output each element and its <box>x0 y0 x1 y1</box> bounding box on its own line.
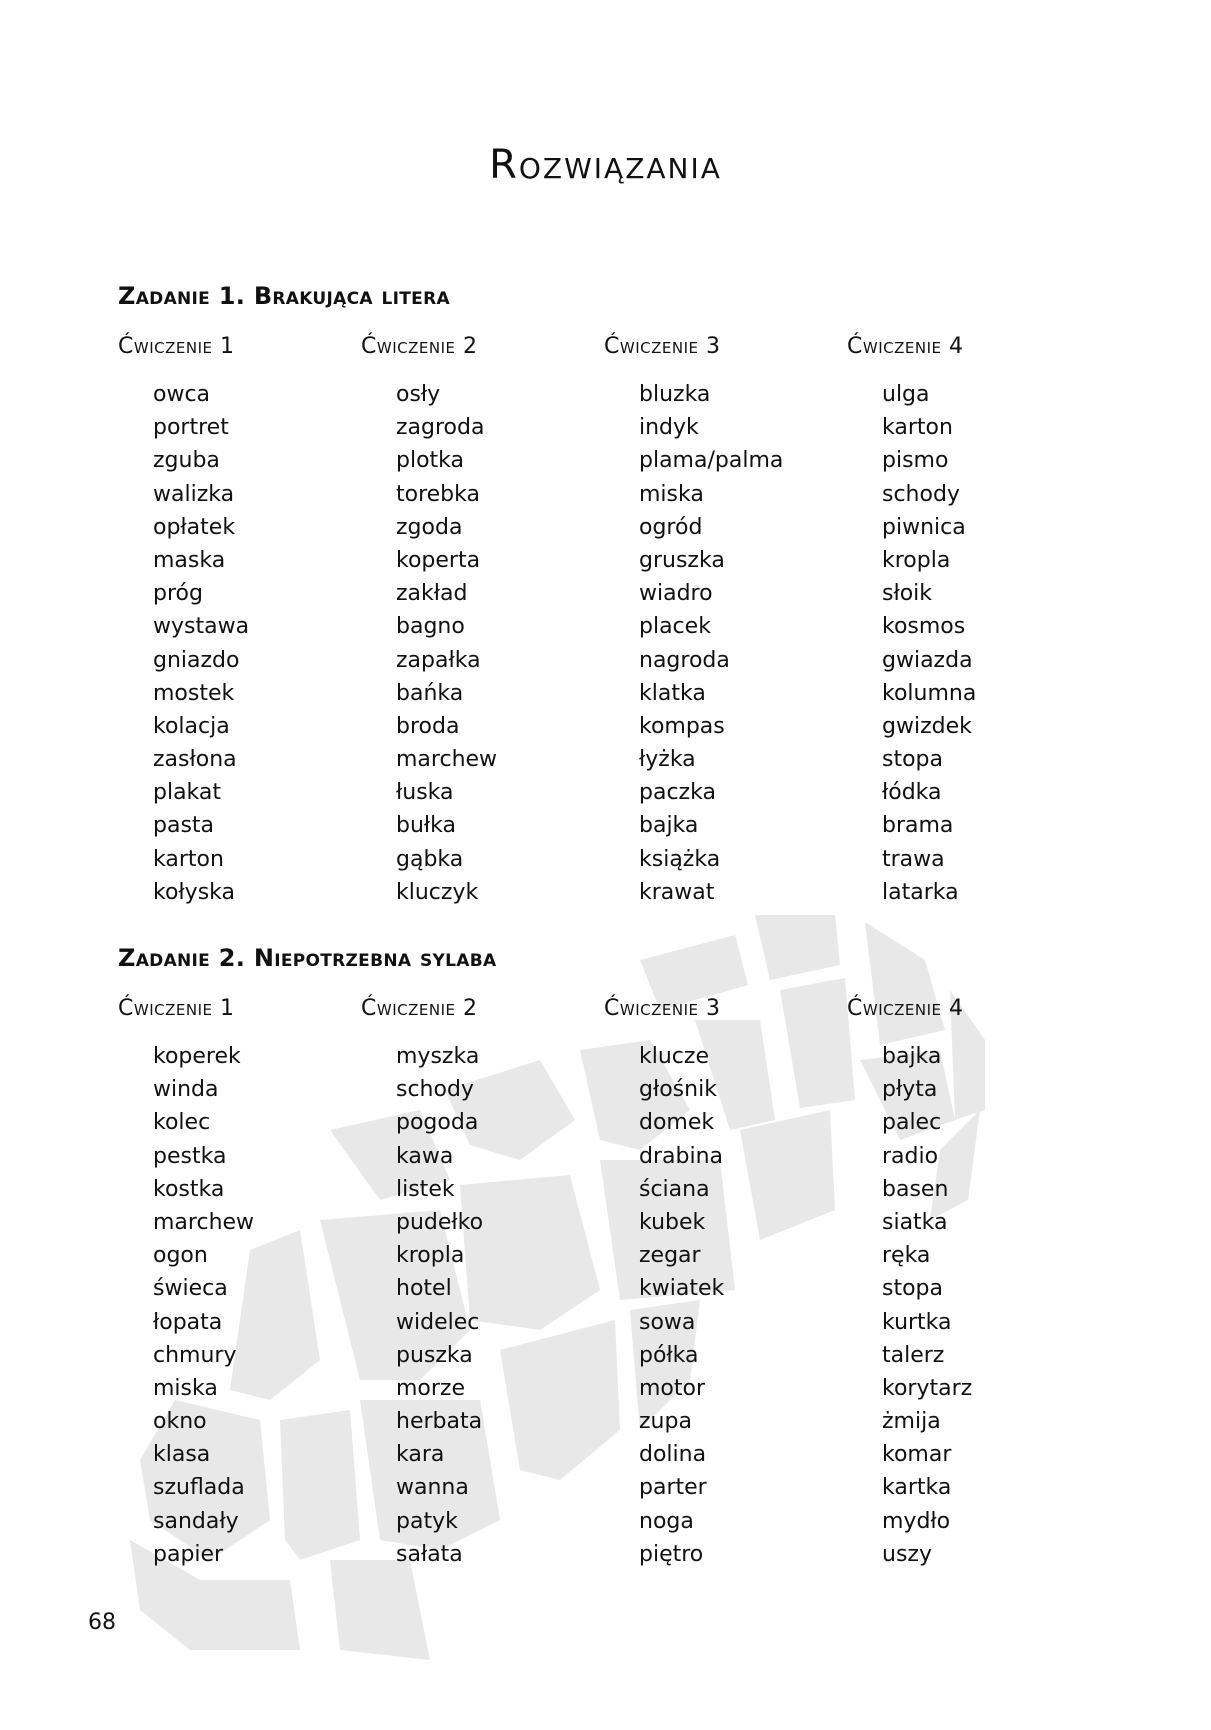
word-item: kluczyk <box>396 879 479 905</box>
word-item: osły <box>396 382 441 407</box>
word-item: stopa <box>882 1276 943 1302</box>
word-item: kolacja <box>153 713 230 739</box>
word-item: radio <box>882 1143 939 1169</box>
word-item: ściana <box>639 1176 710 1202</box>
word-item: ogród <box>639 514 703 540</box>
word-item: myszka <box>396 1044 480 1069</box>
page-title: Rozwiązania <box>489 142 722 188</box>
word-item: ogon <box>153 1243 208 1269</box>
word-item: chmury <box>153 1342 237 1368</box>
word-item: parter <box>639 1475 707 1501</box>
word-item: kostka <box>153 1176 225 1202</box>
word-item: kawa <box>396 1143 454 1169</box>
word-item: bluzka <box>639 382 711 407</box>
word-item: głośnik <box>639 1077 717 1103</box>
word-item: sandały <box>153 1508 239 1534</box>
word-item: domek <box>639 1110 715 1136</box>
word-item: portret <box>153 415 229 441</box>
word-item: talerz <box>882 1342 945 1368</box>
word-item: schody <box>882 481 960 507</box>
word-item: mostek <box>153 680 235 706</box>
word-item: palec <box>882 1110 942 1136</box>
word-list <box>396 378 604 909</box>
exercise-label: Ćwiczenie 2 <box>361 996 478 1021</box>
word-item: koperek <box>153 1044 241 1069</box>
exercise-column <box>118 332 361 909</box>
word-item: półka <box>639 1342 699 1368</box>
watermark-tile <box>330 1560 430 1660</box>
word-item: płyta <box>882 1077 938 1103</box>
exercise-label: Ćwiczenie 1 <box>118 996 235 1021</box>
word-item: bajka <box>882 1044 942 1069</box>
exercise-column <box>847 332 1090 909</box>
word-item: bańka <box>396 680 464 706</box>
word-item: gniazdo <box>153 647 240 673</box>
word-item: gruszka <box>639 547 725 573</box>
word-item: noga <box>639 1508 694 1534</box>
word-item: karton <box>882 415 953 441</box>
word-item: łyżka <box>639 747 696 773</box>
word-item: widelec <box>396 1309 480 1335</box>
word-item: owca <box>153 382 211 407</box>
word-item: słoik <box>882 581 933 607</box>
word-item: basen <box>882 1176 949 1202</box>
word-item: zegar <box>639 1243 701 1269</box>
word-item: motor <box>639 1375 706 1401</box>
word-item: latarka <box>882 879 959 905</box>
word-item: kropla <box>396 1243 465 1269</box>
word-item: wiadro <box>639 581 713 607</box>
word-item: kolumna <box>882 680 977 706</box>
word-item: szuflada <box>153 1475 245 1501</box>
word-item: świeca <box>153 1276 228 1302</box>
word-item: komar <box>882 1442 952 1468</box>
section-title: Zadanie 2. Niepotrzebna sylaba <box>118 944 497 972</box>
word-item: patyk <box>396 1508 458 1534</box>
word-item: broda <box>396 713 460 739</box>
word-item: bajka <box>639 813 699 839</box>
section-zadanie-2 <box>118 944 1118 1571</box>
page-number: 68 <box>88 1610 116 1635</box>
word-item: wystawa <box>153 614 250 640</box>
word-item: trawa <box>882 846 945 872</box>
word-item: morze <box>396 1375 466 1401</box>
word-item: papier <box>153 1541 224 1567</box>
exercise-label: Ćwiczenie 3 <box>604 334 721 359</box>
exercise-label: Ćwiczenie 4 <box>847 334 964 359</box>
word-item: łuska <box>396 780 454 806</box>
word-item: zgoda <box>396 514 463 540</box>
word-list <box>396 1040 604 1571</box>
word-list <box>639 378 847 909</box>
section-zadanie-1 <box>118 282 1118 909</box>
word-item: gwiazda <box>882 647 973 673</box>
word-item: dolina <box>639 1442 707 1468</box>
word-item: kołyska <box>153 879 235 905</box>
word-item: zupa <box>639 1409 692 1435</box>
word-item: ulga <box>882 382 930 407</box>
word-item: gąbka <box>396 846 464 872</box>
word-item: hotel <box>396 1276 452 1302</box>
word-item: żmija <box>882 1409 941 1435</box>
exercise-column <box>604 994 847 1571</box>
word-item: bułka <box>396 813 456 839</box>
word-item: stopa <box>882 747 943 773</box>
word-item: korytarz <box>882 1375 973 1401</box>
word-item: schody <box>396 1077 474 1103</box>
word-item: plama/palma <box>639 448 784 474</box>
word-item: piwnica <box>882 514 966 540</box>
word-item: paczka <box>639 780 716 806</box>
word-item: marchew <box>396 747 498 773</box>
word-item: piętro <box>639 1541 704 1567</box>
word-item: nagroda <box>639 647 730 673</box>
word-item: listek <box>396 1176 455 1202</box>
exercise-label: Ćwiczenie 2 <box>361 334 478 359</box>
word-item: karton <box>153 846 224 872</box>
word-item: pismo <box>882 448 949 474</box>
word-item: pasta <box>153 813 215 839</box>
word-item: winda <box>153 1077 219 1103</box>
word-item: kurtka <box>882 1309 952 1335</box>
word-item: kropla <box>882 547 951 573</box>
word-item: łódka <box>882 780 942 806</box>
exercise-label: Ćwiczenie 1 <box>118 334 235 359</box>
word-item: kolec <box>153 1110 211 1136</box>
word-item: indyk <box>639 415 699 441</box>
word-item: puszka <box>396 1342 473 1368</box>
word-item: siatka <box>882 1209 948 1235</box>
word-item: brama <box>882 813 954 839</box>
word-item: pudełko <box>396 1209 484 1235</box>
exercise-column <box>118 994 361 1571</box>
word-item: pestka <box>153 1143 227 1169</box>
word-list <box>882 1040 1090 1571</box>
word-item: drabina <box>639 1143 723 1169</box>
exercise-label: Ćwiczenie 3 <box>604 996 721 1021</box>
word-item: opłatek <box>153 514 236 540</box>
word-item: placek <box>639 614 711 640</box>
word-item: kwiatek <box>639 1276 725 1302</box>
word-list <box>153 1040 361 1571</box>
word-item: zasłona <box>153 747 237 773</box>
word-item: plotka <box>396 448 464 474</box>
word-item: kompas <box>639 713 725 739</box>
exercise-column <box>847 994 1090 1571</box>
word-item: zakład <box>396 581 468 607</box>
word-item: torebka <box>396 481 480 507</box>
word-item: sowa <box>639 1309 696 1335</box>
word-item: okno <box>153 1409 207 1435</box>
word-list <box>153 378 361 909</box>
word-item: klasa <box>153 1442 211 1468</box>
word-item: maska <box>153 547 226 573</box>
word-item: pogoda <box>396 1110 479 1136</box>
word-item: ręka <box>882 1243 931 1269</box>
word-item: kubek <box>639 1209 706 1235</box>
word-item: kara <box>396 1442 445 1468</box>
exercise-column <box>361 332 604 909</box>
word-item: klucze <box>639 1044 709 1069</box>
word-item: miska <box>639 481 704 507</box>
word-item: marchew <box>153 1209 255 1235</box>
word-item: próg <box>153 581 203 607</box>
exercise-label: Ćwiczenie 4 <box>847 996 964 1021</box>
word-item: herbata <box>396 1409 483 1435</box>
word-item: bagno <box>396 614 465 640</box>
word-item: zapałka <box>396 647 481 673</box>
word-item: plakat <box>153 780 222 806</box>
word-item: gwizdek <box>882 713 972 739</box>
word-item: krawat <box>639 879 715 905</box>
word-list <box>639 1040 847 1571</box>
word-item: łopata <box>153 1309 223 1335</box>
word-item: miska <box>153 1375 218 1401</box>
exercise-column <box>604 332 847 909</box>
word-item: walizka <box>153 481 235 507</box>
word-item: koperta <box>396 547 481 573</box>
word-item: kartka <box>882 1475 952 1501</box>
word-item: uszy <box>882 1541 932 1567</box>
word-item: klatka <box>639 680 706 706</box>
word-item: zguba <box>153 448 220 474</box>
word-item: mydło <box>882 1508 951 1534</box>
exercise-column <box>361 994 604 1571</box>
section-title: Zadanie 1. Brakująca litera <box>118 282 450 310</box>
word-list <box>882 378 1090 909</box>
word-item: zagroda <box>396 415 485 441</box>
word-item: kosmos <box>882 614 966 640</box>
word-item: wanna <box>396 1475 469 1501</box>
word-item: sałata <box>396 1541 463 1567</box>
word-item: książka <box>639 846 721 872</box>
